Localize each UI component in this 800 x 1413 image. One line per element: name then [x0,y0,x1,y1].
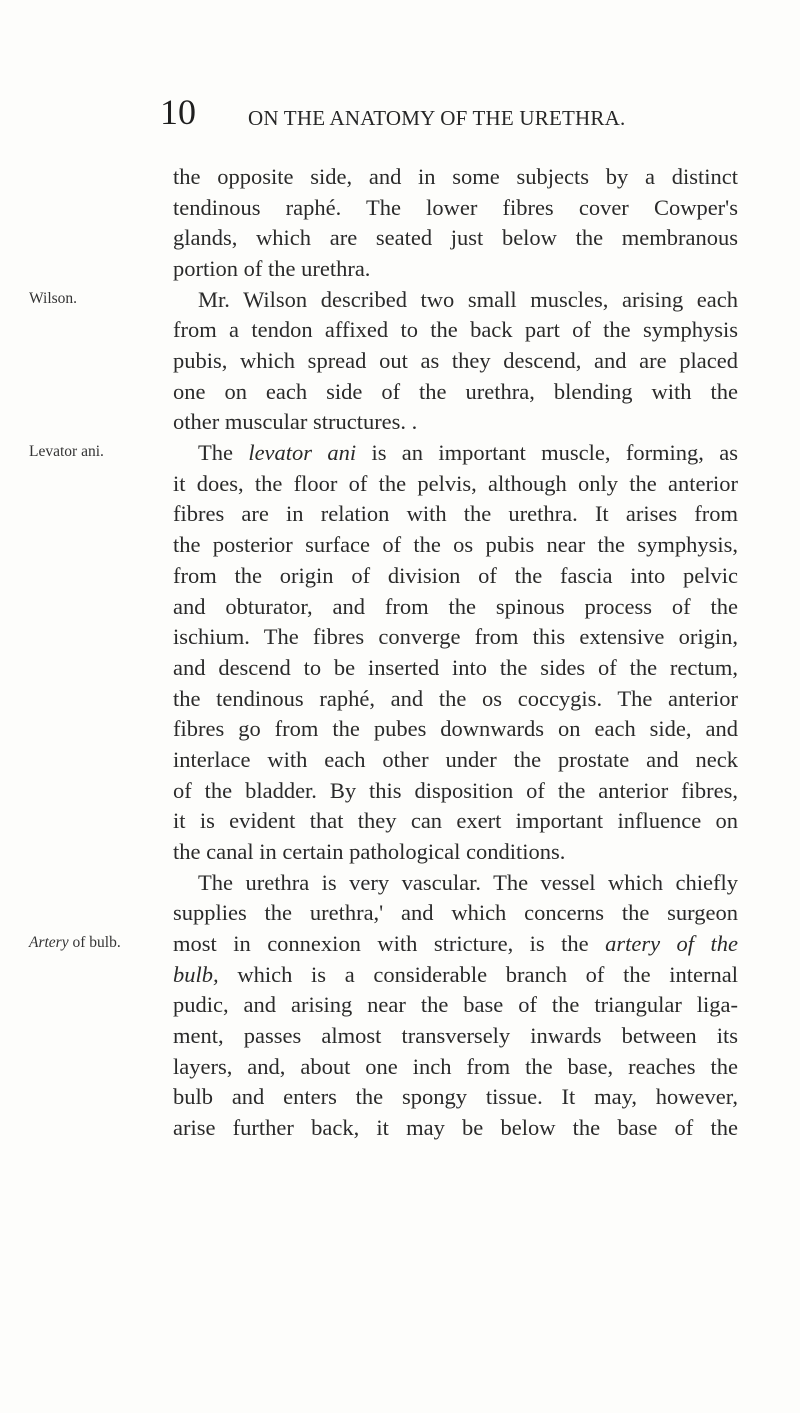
margin-note-artery-of-bulb [29,933,121,953]
text-line: pubis, which spread out as they descend, and are placed [173,348,738,373]
text-line: of the bladder. By this disposition of the anterior fibres, [173,778,738,803]
text-span: which is a considerable branch of the internal [218,962,738,987]
text-line: fibres go from the pubes downwards on each side, and [173,716,738,741]
text-line: The urethra is very vascular. The vessel which chiefly [198,870,738,895]
margin-note-artery-rest: of bulb. [68,934,121,951]
text-line: the posterior surface of the os pubis near the symphysis, [173,532,738,557]
margin-note-levator-ani: Levator ani. [29,443,104,460]
text-span-italic: levator ani [248,440,357,465]
text-line: it does, the floor of the pelvis, although only the anterior [173,471,738,496]
text-line: layers, and, about one inch from the base, reaches the [173,1054,738,1079]
text-line [173,960,738,990]
text-line: other muscular structures. . [173,409,418,434]
text-line: the tendinous raphé, and the os coccygis. The anterior [173,686,738,711]
text-line: pudic, and arising near the base of the triangular liga- [173,992,738,1017]
text-line: tendinous raphé. The lower fibres cover Cowper's [173,195,738,220]
text-line: glands, which are seated just below the membranous [173,225,738,250]
text-line: one on each side of the urethra, blending with the [173,379,738,404]
text-line: bulb and enters the spongy tissue. It may, however, [173,1084,738,1109]
text-line: it is evident that they can exert important influence on [173,808,738,833]
text-span: The [198,440,249,465]
text-line: from a tendon affixed to the back part of the symphysis [173,317,738,342]
text-line: from the origin of division of the fascia into pelvic [173,563,738,588]
text-span: is an important muscle, forming, as [356,440,738,465]
text-line: Mr. Wilson described two small muscles, arising each [198,287,738,312]
text-line: fibres are in relation with the urethra. It arises from [173,501,738,526]
text-line: ment, passes almost transversely inwards between its [173,1023,738,1048]
text-line: and obturator, and from the spinous process of the [173,594,738,619]
text-line: the canal in certain pathological conditions. [173,839,566,864]
running-title: ON THE ANATOMY OF THE URETHRA. [248,106,626,130]
text-line: supplies the urethra,' and which concerns the surgeon [173,900,738,925]
text-span-italic: bulb, [173,962,219,987]
page-number: 10 [160,92,196,132]
margin-note-artery-italic: Artery [29,934,69,951]
text-line [198,438,738,468]
text-span: most in connexion with stricture, is the [173,931,606,956]
text-line: interlace with each other under the prostate and neck [173,747,738,772]
text-line: and descend to be inserted into the sides of the rectum, [173,655,738,680]
text-line: ischium. The fibres converge from this extensive origin, [173,624,738,649]
margin-note-wilson: Wilson. [29,290,78,307]
text-line: portion of the urethra. [173,256,371,281]
text-line: the opposite side, and in some subjects by a distinct [173,164,738,189]
text-line: arise further back, it may be below the base of the [173,1115,738,1140]
text-span-italic: artery of the [605,931,738,956]
running-head [0,92,800,136]
text-line [173,929,738,959]
